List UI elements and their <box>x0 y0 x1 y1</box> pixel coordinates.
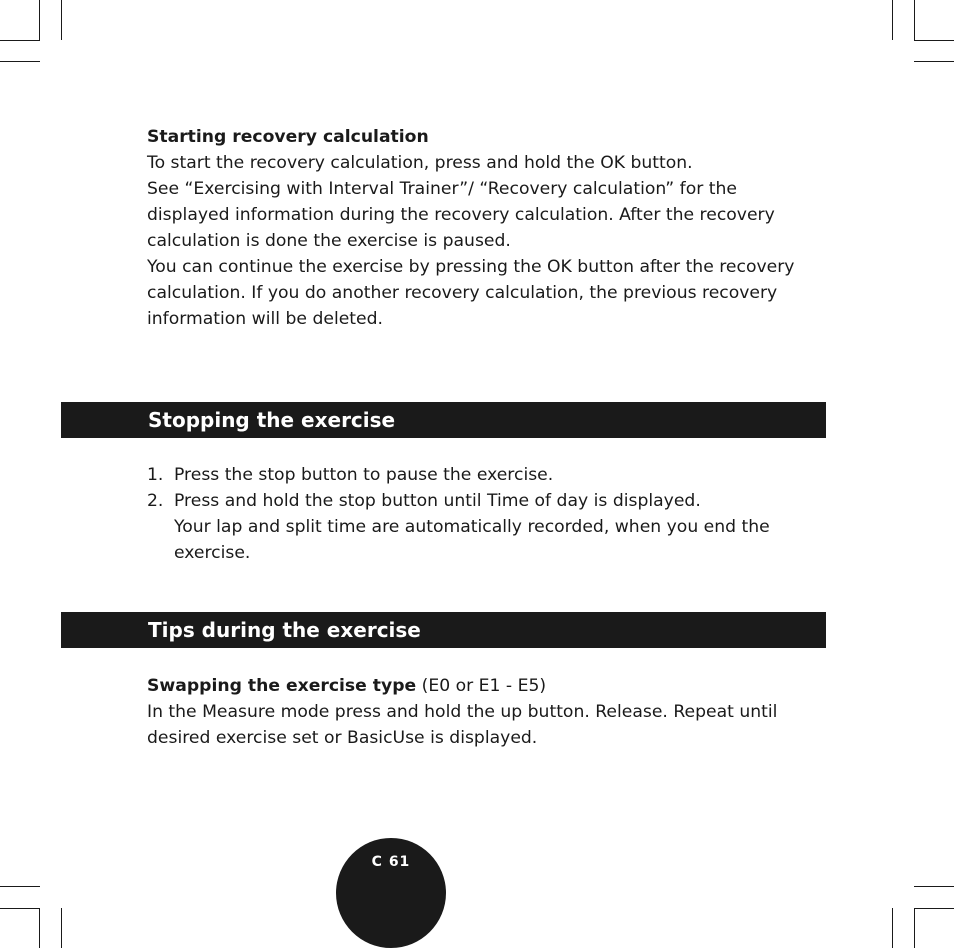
crop-mark <box>914 886 954 887</box>
recovery-heading: Starting recovery calculation <box>147 127 429 147</box>
step-line: Press and hold the stop button until Time of day is displayed. <box>174 491 701 511</box>
page-number: C 61 <box>371 854 411 870</box>
crop-mark <box>914 908 915 948</box>
crop-mark <box>61 0 62 40</box>
crop-mark <box>914 908 954 909</box>
crop-mark <box>892 0 893 40</box>
section-title-tips: Tips during the exercise <box>148 618 421 642</box>
recovery-line: information will be deleted. <box>147 309 383 329</box>
section-bar-tips <box>61 612 826 648</box>
crop-mark <box>0 40 40 41</box>
crop-mark <box>39 908 40 948</box>
crop-mark <box>914 0 915 40</box>
recovery-line: calculation. If you do another recovery calculation, the previous recovery <box>147 283 778 303</box>
list-item <box>147 462 827 488</box>
crop-mark <box>0 61 40 62</box>
tips-subheading-line <box>147 673 827 699</box>
recovery-section <box>147 124 827 332</box>
recovery-line: calculation is done the exercise is paused. <box>147 231 511 251</box>
step-line: Your lap and split time are automatically recorded, when you end the <box>174 517 770 537</box>
step-number: 2. <box>147 491 164 511</box>
crop-mark <box>39 0 40 40</box>
stopping-steps <box>147 462 827 566</box>
crop-mark <box>914 61 954 62</box>
recovery-line: To start the recovery calculation, press and hold the OK button. <box>147 153 693 173</box>
crop-mark <box>892 908 893 948</box>
tips-section <box>147 673 827 751</box>
crop-mark <box>61 908 62 948</box>
step-line: exercise. <box>174 543 251 563</box>
recovery-line: See “Exercising with Interval Trainer”/ “Recovery calculation” for the <box>147 179 737 199</box>
page-number-badge <box>336 838 446 948</box>
tips-line: In the Measure mode press and hold the up button. Release. Repeat until <box>147 702 778 722</box>
crop-mark <box>0 886 40 887</box>
recovery-line: displayed information during the recovery calculation. After the recovery <box>147 205 775 225</box>
tips-subheading: Swapping the exercise type <box>147 676 417 696</box>
recovery-line: You can continue the exercise by pressing the OK button after the recovery <box>147 257 795 277</box>
section-title-stopping: Stopping the exercise <box>148 408 396 432</box>
list-item <box>147 488 827 566</box>
crop-mark <box>0 908 40 909</box>
tips-line: desired exercise set or BasicUse is displayed. <box>147 728 538 748</box>
section-bar-stopping <box>61 402 826 438</box>
tips-subheading-note: (E0 or E1 - E5) <box>416 676 547 696</box>
step-number: 1. <box>147 465 164 485</box>
crop-mark <box>914 40 954 41</box>
step-line: Press the stop button to pause the exercise. <box>174 465 554 485</box>
